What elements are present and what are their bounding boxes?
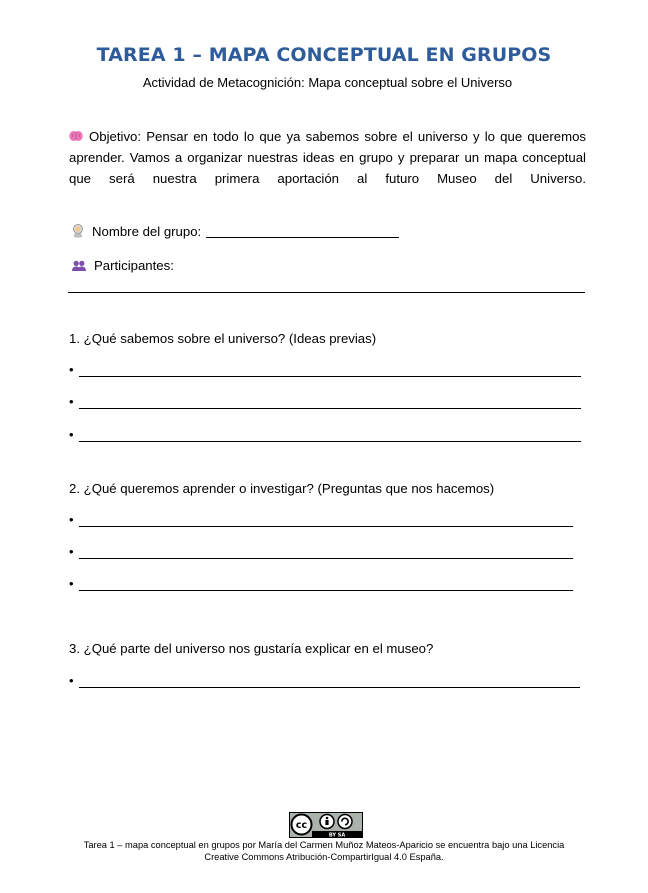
participants-field[interactable] [68, 292, 585, 293]
objective-label: Objetivo: [89, 129, 142, 144]
participants-label: Participantes: [94, 258, 174, 273]
objective-paragraph [69, 126, 586, 189]
bullet: • [69, 512, 74, 527]
answer-line-3-1[interactable] [79, 687, 580, 688]
answer-line-2-3[interactable] [79, 590, 573, 591]
question-1: 1. ¿Qué sabemos sobre el universo? (Ideas previas) [69, 331, 377, 346]
document-subtitle: Actividad de Metacognición: Mapa conceptual sobre el Universo [142, 75, 513, 90]
bullet: • [69, 394, 74, 409]
group-name-row [72, 224, 201, 239]
brain-icon [69, 130, 83, 142]
svg-text:cc: cc [295, 820, 308, 831]
group-name-field[interactable] [206, 237, 399, 238]
bullet: • [69, 362, 74, 377]
group-name-label: Nombre del grupo: [92, 224, 202, 239]
license-line-2: Creative Commons Atribución-CompartirIgual 4.0 España. [204, 852, 444, 862]
license-footer [0, 839, 648, 863]
answer-line-1-2[interactable] [79, 408, 581, 409]
astronaut-icon [72, 224, 84, 238]
cc-badge-label: BY SA [328, 832, 346, 838]
bullet: • [69, 544, 74, 559]
answer-line-1-1[interactable] [79, 376, 581, 377]
document-title: TAREA 1 – MAPA CONCEPTUAL EN GRUPOS [96, 44, 552, 66]
cc-license-badge[interactable] [289, 812, 363, 838]
answer-line-2-1[interactable] [79, 526, 573, 527]
participants-row [72, 258, 174, 273]
bullet: • [69, 427, 74, 442]
bullet: • [69, 576, 74, 591]
bullet: • [69, 673, 74, 688]
people-icon [72, 260, 86, 272]
question-3: 3. ¿Qué parte del universo nos gustaría explicar en el museo? [69, 641, 434, 656]
answer-line-1-3[interactable] [79, 441, 581, 442]
objective-text: Pensar en todo lo que ya sabemos sobre el universo y lo que queremos aprender. Vamos a organizar nuestras ideas en grupo y preparar un mapa conceptual que será nuestra primera aportación al futuro Museo del Universo. [69, 129, 586, 186]
answer-line-2-2[interactable] [79, 558, 573, 559]
question-2: 2. ¿Qué queremos aprender o investigar? (Preguntas que nos hacemos) [69, 481, 495, 496]
license-line-1: Tarea 1 – mapa conceptual en grupos por María del Carmen Muñoz Mateos-Aparicio se encuentra bajo una Licencia [83, 840, 565, 850]
